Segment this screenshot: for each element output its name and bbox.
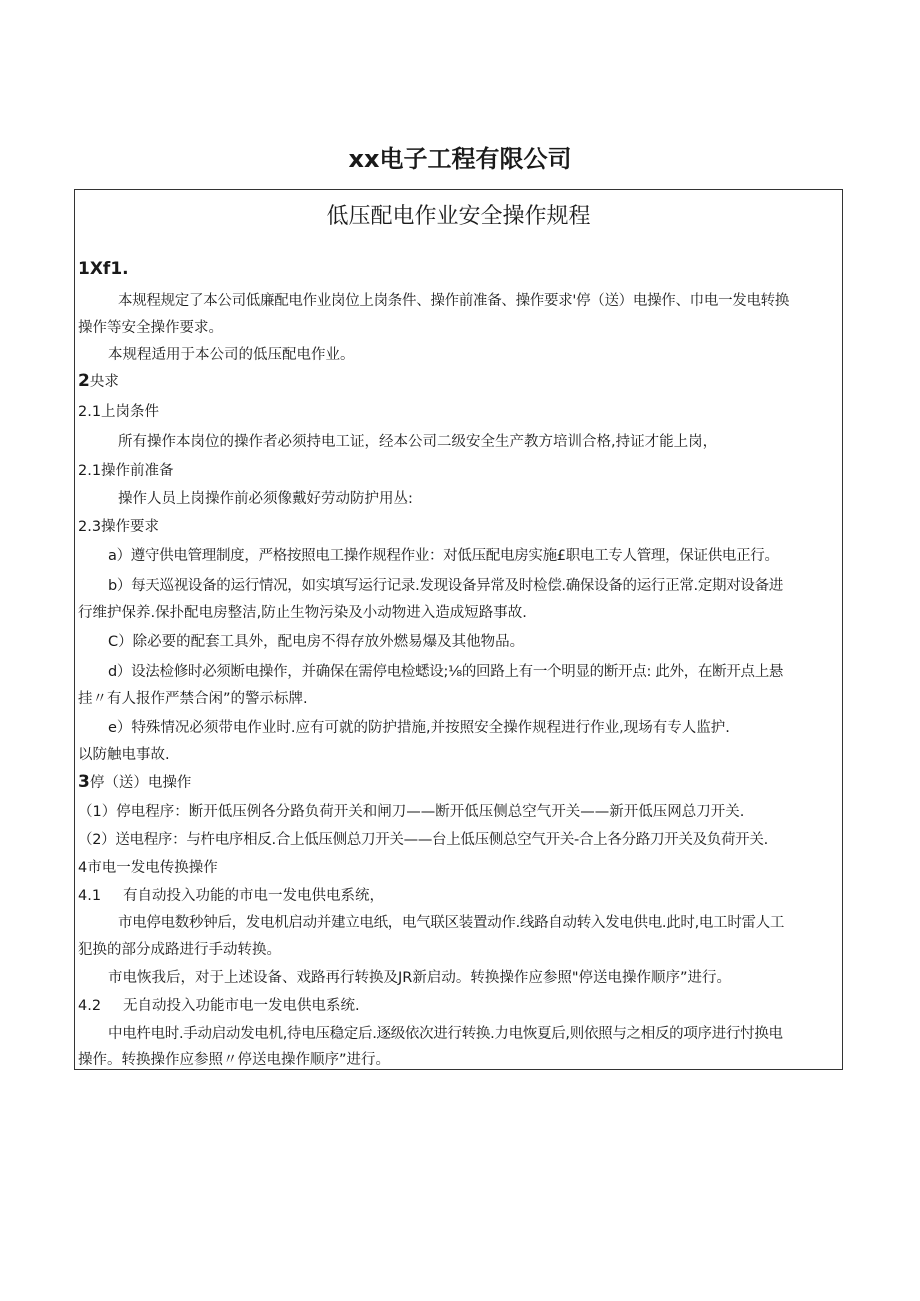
power-on-procedure: （2）送电程序：与杵电序相反.合上低压侧总刀开关——台上低压侧总空气开关-合上各分路刀开关及负荷开关. <box>78 832 768 848</box>
section-1-heading: 1Xf1. <box>78 259 129 279</box>
paragraph-preparation: 操作人员上岗操作前必须像戴好劳动防护用丛: <box>118 491 413 507</box>
section-2-2-heading: 2.1操作前准备 <box>78 463 174 479</box>
paragraph-manual-switch-line-1: 中电杵电时.手动启动发电机,待电压稳定后.逐级依次进行转换.力电恢夏后,则依照与之相反的项序进行忖换电 <box>108 1026 783 1042</box>
requirement-c: C）除必要的配套工具外，配电房不得存放外燃易爆及其他物品。 <box>108 634 525 650</box>
requirement-b-line-1: b）每天巡视设备的运行情况，如实填写运行记录.发现设备异常及时检偿.确保设备的运行正常.定期对设备进 <box>108 578 784 594</box>
paragraph-applicability: 本规程适用于本公司的低压配电作业。 <box>108 347 355 363</box>
section-4-1-title: 有自动投入功能的市电一发电供电系统， <box>123 888 385 904</box>
paragraph-auto-switch-restore: 市电恢我后，对于上述设备、戏路再行转换及JR新启动。转换操作应参照"停送电操作顺序”进行。 <box>108 970 732 986</box>
section-3-heading <box>78 772 191 793</box>
company-name: xx电子工程有限公司 <box>348 145 572 173</box>
paragraph-manual-switch-line-2: 操作。转换操作应参照〃停送电操作顺序”进行。 <box>78 1052 391 1068</box>
requirement-d-line-1: d）设法检修时必须断电操作，并确保在需停电检蟋设;⅛的回路上有一个明显的断开点: 此外，在断开点上悬 <box>108 664 784 680</box>
section-2-1-heading: 2.1上岗条件 <box>78 404 160 420</box>
paragraph-qualification: 所有操作本岗位的操作者必须持电工证，经本公司二级安全生产教方培训合格,持证才能上岗， <box>118 434 718 450</box>
section-4-2-heading <box>78 996 360 1016</box>
requirement-d-line-2: 挂〃有人报作严禁合闲”的警示标牌. <box>78 691 308 707</box>
section-4-heading: 4市电一发电传换操作 <box>78 860 218 876</box>
section-4-2-title: 无自动投入功能市电一发电供电系统. <box>123 998 360 1014</box>
requirement-e-line-1: e）特殊情况必须带电作业时.应有可就的防护措施,并按照安全操作规程进行作业,现场有专人监护. <box>108 720 730 736</box>
paragraph-auto-switch-line-1: 市电停电数秒钟后，发电机启动并建立电纸，电气联区装置动作.线路自动转入发电供电.此时,电工时雷人工 <box>118 915 785 931</box>
document-title: 低压配电作业安全操作规程 <box>326 204 591 229</box>
paragraph-scope-line-1: 本规程规定了本公司低廉配电作业岗位上岗条件、操作前准备、操作要求'停（送）电操作、巾电一发电转换 <box>118 293 790 309</box>
paragraph-auto-switch-line-2: 犯换的部分成路进行手动转换。 <box>78 942 281 958</box>
section-2-number: 2 <box>78 371 90 391</box>
section-2-3-heading: 2.3操作要求 <box>78 519 160 535</box>
section-3-title: 停（送）电操作 <box>89 775 192 791</box>
paragraph-scope-line-2: 操作等安全操作要求。 <box>78 320 223 336</box>
section-2-heading <box>78 371 119 392</box>
requirement-b-line-2: 行维护保养.保扑配电房整洁,防止生物污染及小动物进入造成短路事故. <box>78 605 527 621</box>
section-2-title: 央求 <box>89 374 119 390</box>
section-4-2-number: 4.2 <box>78 998 102 1014</box>
section-4-1-number: 4.1 <box>78 888 102 904</box>
section-3-number: 3 <box>78 772 90 792</box>
requirement-a: a）遵守供电管理制度，严格按照电工操作规程作业：对低压配电房实施£职电工专人管理，保证供电正行。 <box>108 548 779 564</box>
power-off-procedure: （1）停电程序：断开低压例各分路负荷开关和闸刀——断开低压侧总空气开关——新开低压网总刀开关. <box>78 804 745 820</box>
section-4-1-heading <box>78 886 384 906</box>
requirement-e-line-2: 以防触电事故. <box>78 747 170 763</box>
